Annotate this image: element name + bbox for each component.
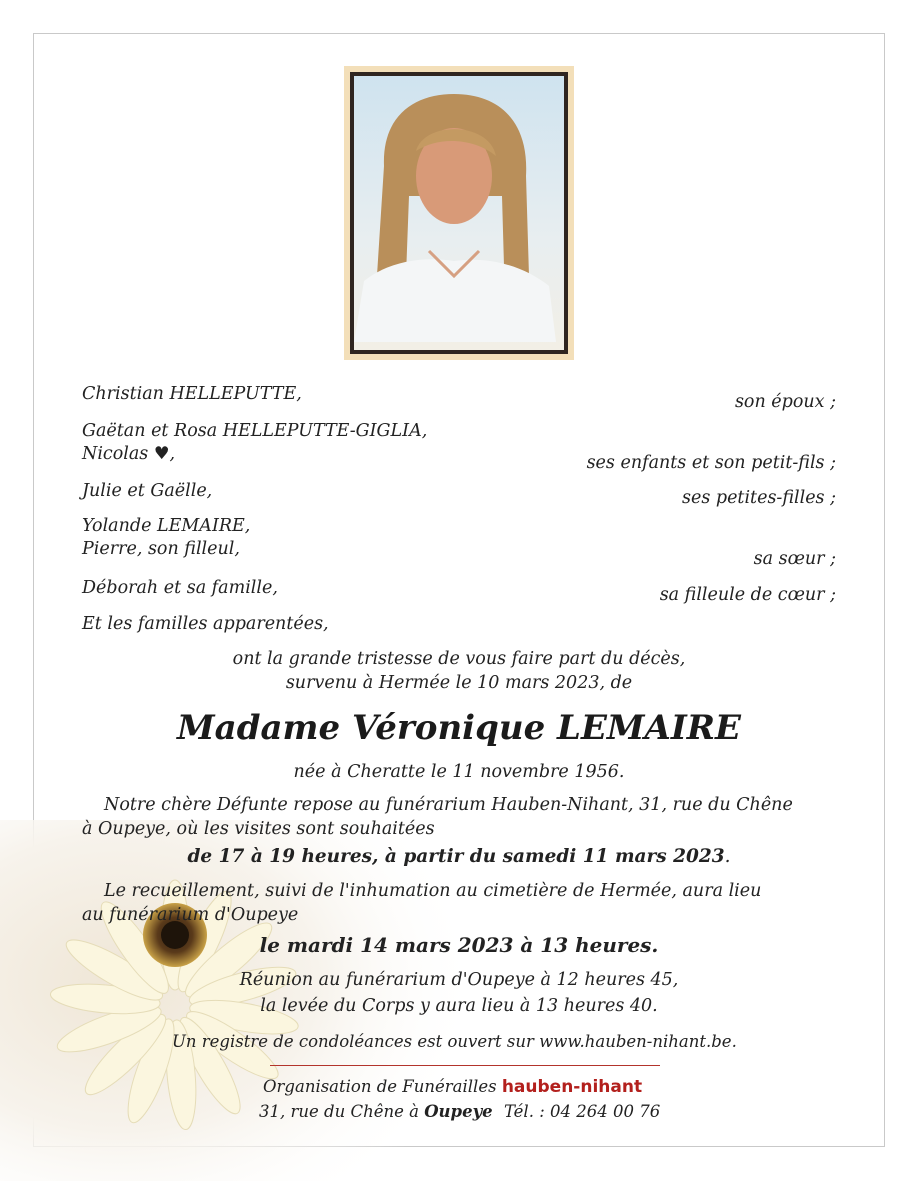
divider-rule [270,1065,660,1066]
family-name-1: Christian HELLEPUTTE, [82,384,302,404]
meeting-line-1: Réunion au funérarium d'Oupeye à 12 heures 45, [239,970,679,990]
portrait-photo [350,72,568,354]
ceremony-date: le mardi 14 mars 2023 à 13 heures. [259,933,659,957]
address-prefix: 31, rue du Chêne à [259,1102,419,1121]
family-name-6: Et les familles apparentées, [82,614,329,634]
family-relation-3: ses petites-filles ; [681,488,836,508]
address-city: Oupeye [424,1102,493,1121]
family-relation-4: sa sœur ; [753,549,836,569]
portrait-illustration [354,76,556,342]
visitation-line-1: Notre chère Défunte repose au funérarium Hauben-Nihant, 31, rue du Chêne [104,795,793,815]
visitation-hours: de 17 à 19 heures, à partir du samedi 11 mars 2023. [187,846,731,867]
organizer-brand: hauben-nihant [501,1077,643,1097]
organizer-line [263,1076,642,1098]
family-name-3: Julie et Gaëlle, [82,481,213,501]
ceremony-line-2: au funérarium d'Oupeye [82,905,299,925]
family-relation-5: sa filleule de cœur ; [659,585,836,605]
organizer-address [259,1101,660,1123]
ceremony-line-1: Le recueillement, suivi de l'inhumation au cimetière de Hermée, aura lieu [104,881,762,901]
family-relation-2: ses enfants et son petit-fils ; [586,453,836,473]
deceased-name: Madame Véronique LEMAIRE [177,708,741,748]
family-name-2: Gaëtan et Rosa HELLEPUTTE-GIGLIA, [82,421,428,441]
family-relation-1: son époux ; [734,392,836,412]
announcement-line-1: ont la grande tristesse de vous faire part du décès, [232,649,686,669]
family-name-4: Yolande LEMAIRE, [82,516,251,536]
family-name-4b: Pierre, son filleul, [82,539,240,559]
visitation-line-2: à Oupeye, où les visites sont souhaitées [82,819,435,839]
family-name-2b: Nicolas ♥, [82,444,176,464]
portrait-mat [344,66,574,360]
announcement-line-2: survenu à Hermée le 10 mars 2023, de [285,673,633,693]
organizer-phone: Tél. : 04 264 00 76 [503,1102,661,1121]
birth-info: née à Cheratte le 11 novembre 1956. [293,762,625,782]
condolences-note: Un registre de condoléances est ouvert sur www.hauben-nihant.be. [172,1032,737,1051]
organizer-label: Organisation de Funérailles [263,1077,497,1096]
family-name-5: Déborah et sa famille, [82,578,278,598]
meeting-line-2: la levée du Corps y aura lieu à 13 heures 40. [260,996,658,1016]
